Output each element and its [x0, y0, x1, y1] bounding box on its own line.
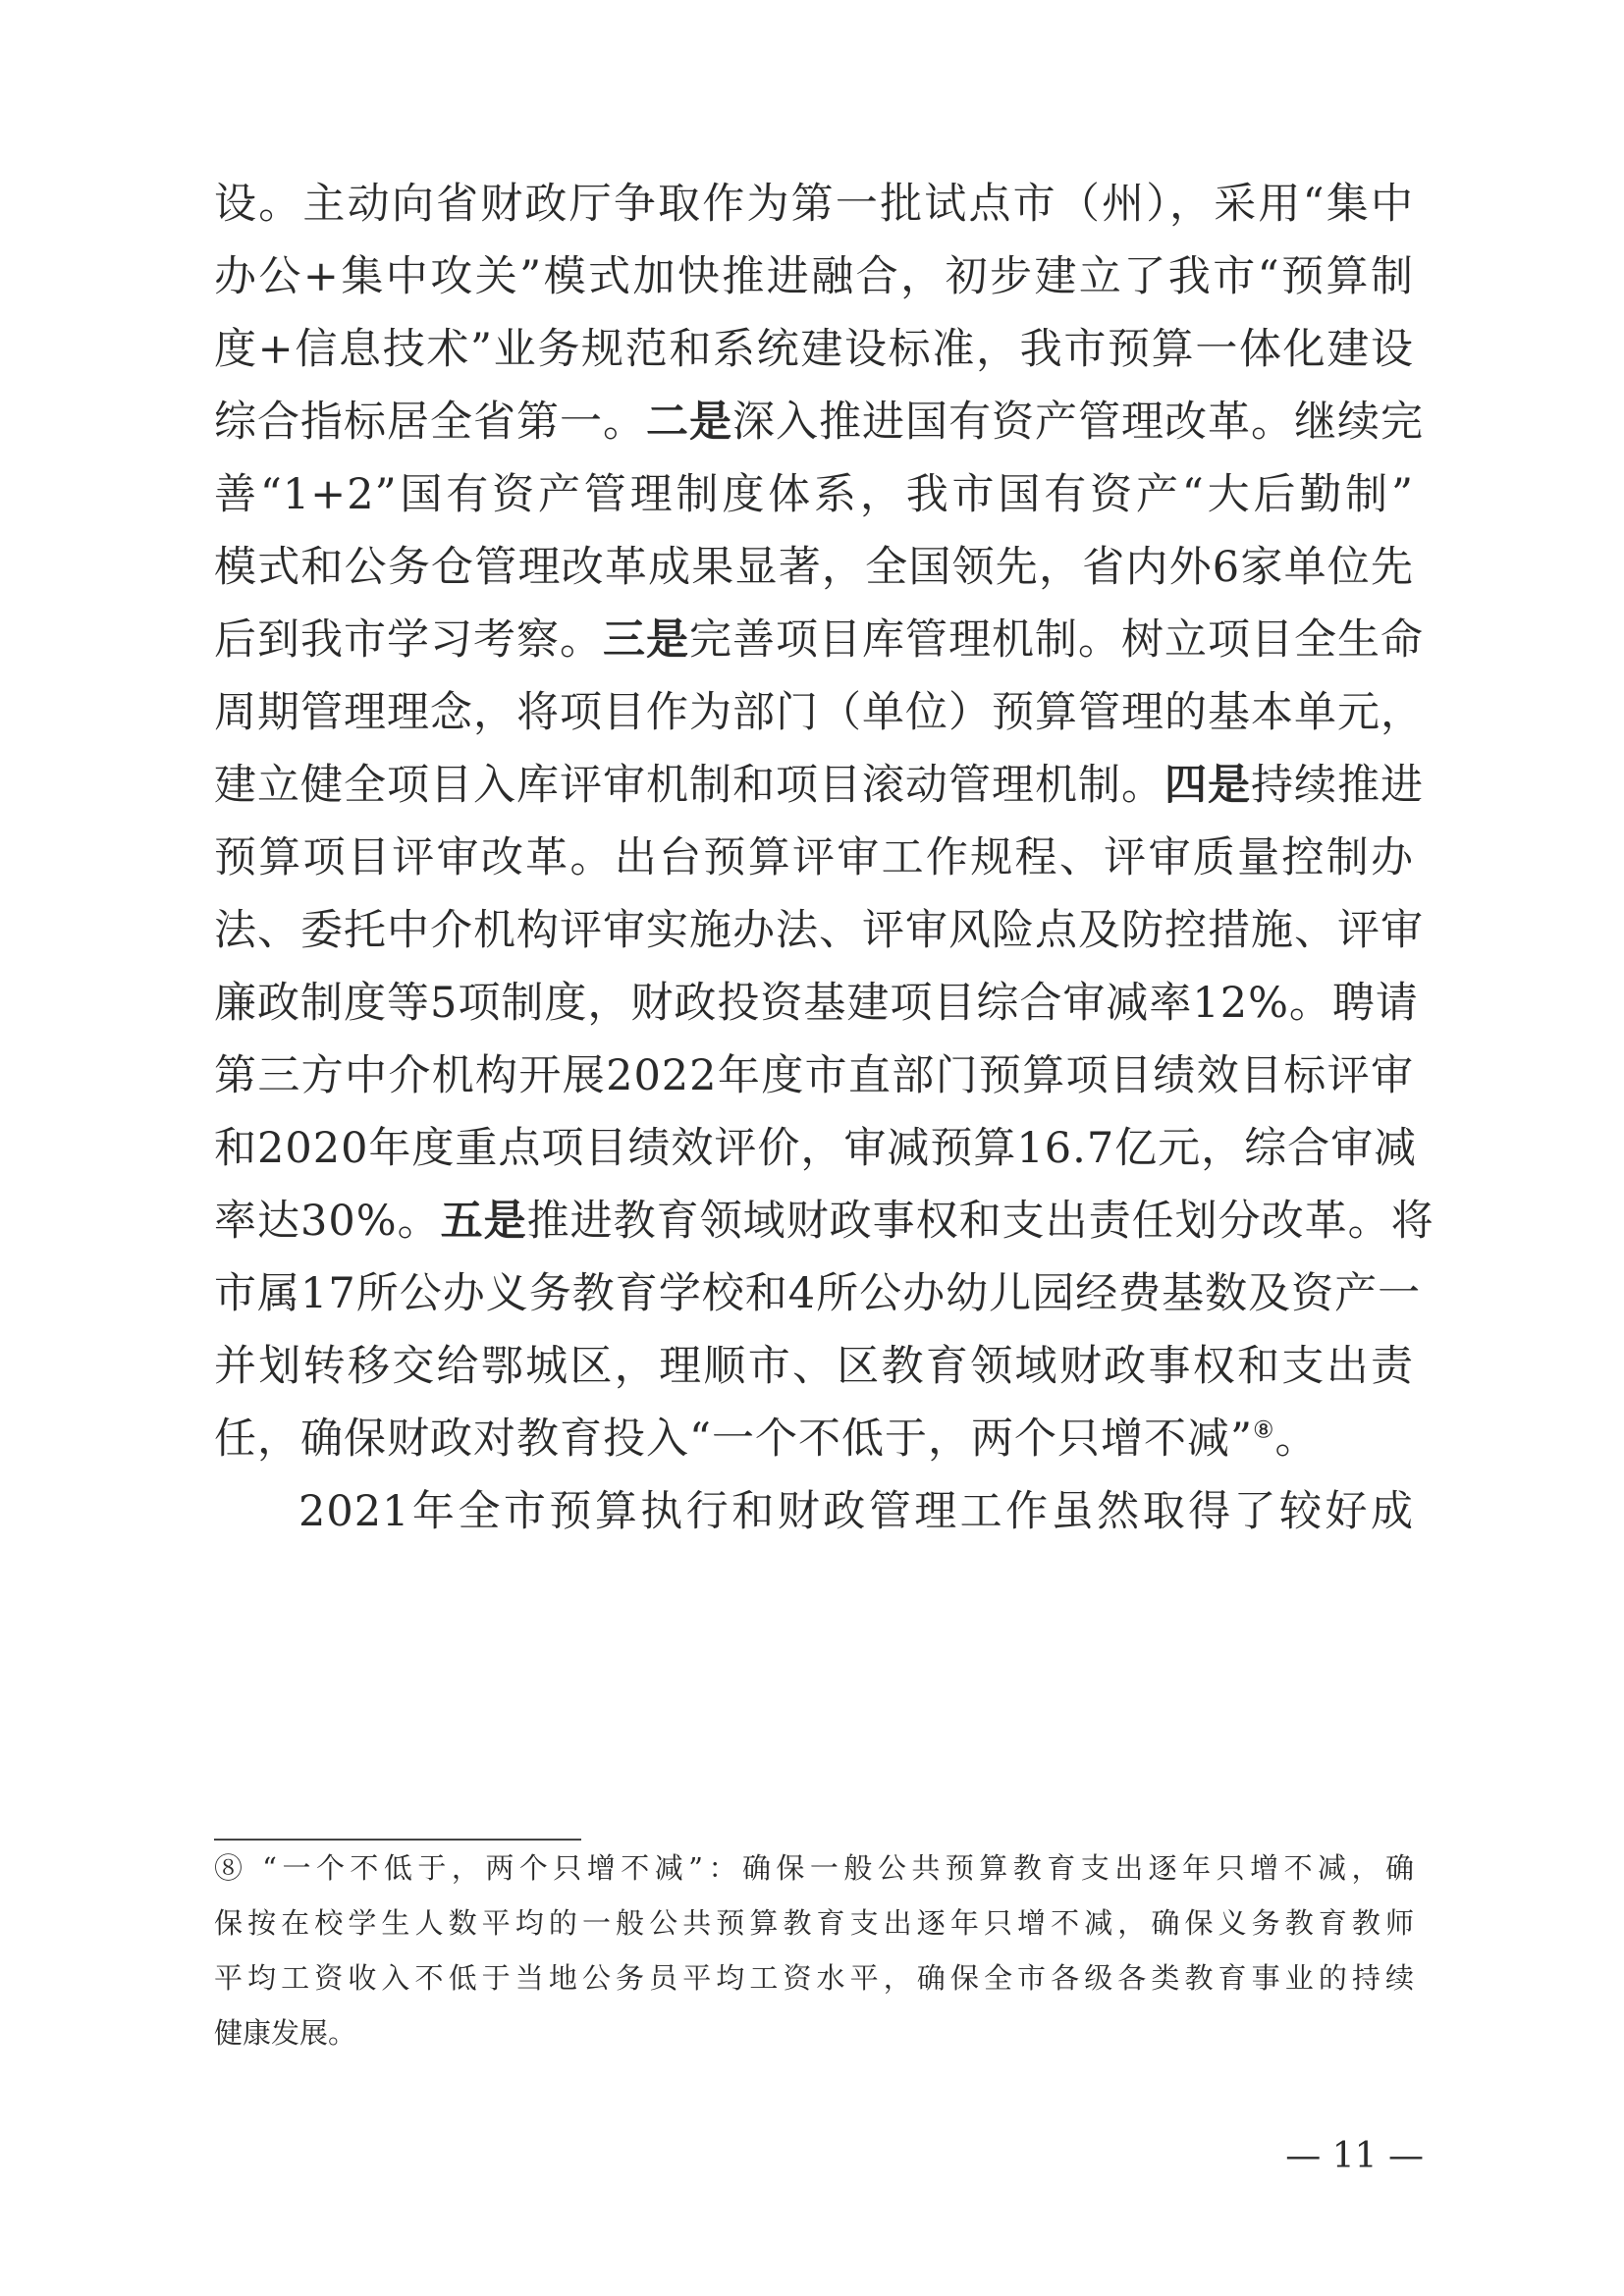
footnote-divider: [214, 1839, 581, 1841]
footnote-line: 保按在校学生人数平均的一般公共预算教育支出逐年只增不减，确保义务教育教师: [214, 1906, 1414, 1940]
page-number: — 11 —: [1285, 2136, 1424, 2176]
body-line: 善“1+2”国有资产管理制度体系，我市国有资产“大后勤制”: [214, 470, 1414, 519]
text-span: 建立健全项目入库评审机制和项目滚动管理机制。: [214, 761, 1164, 810]
body-line: 和2020年度重点项目绩效评价，审减预算16.7亿元，综合审减: [214, 1124, 1418, 1173]
footnote-line: ⑧ “一个不低于，两个只增不减”：确保一般公共预算教育支出逐年只增不减，确: [214, 1851, 1414, 1885]
body-line: 设。主动向省财政厅争取作为第一批试点市（州），采用“集中: [214, 180, 1414, 229]
body-line: 预算项目评审改革。出台预算评审工作规程、评审质量控制办: [214, 833, 1414, 882]
text-span: 持续推进: [1251, 761, 1424, 810]
body-line: 模式和公务仓管理改革成果显著，全国领先，省内外6家单位先: [214, 543, 1414, 592]
body-line: 周期管理理念，将项目作为部门（单位）预算管理的基本单元，: [214, 688, 1424, 737]
text-span: 。: [1274, 1415, 1319, 1464]
text-span: 深入推进国有资产管理改革。继续完: [732, 398, 1424, 447]
footnote-line: 平均工资收入不低于当地公务员平均工资水平，确保全市各级各类教育事业的持续: [214, 1961, 1414, 1995]
footnote-line: 健康发展。: [214, 2016, 357, 2050]
body-line: 度+信息技术”业务规范和系统建设标准，我市预算一体化建设: [214, 325, 1414, 374]
body-line: 第三方中介机构开展2022年度市直部门预算项目绩效目标评审: [214, 1051, 1414, 1100]
item-lead-2: 二是: [646, 398, 732, 447]
item-lead-3: 三是: [603, 615, 689, 665]
body-line: 市属17所公办义务教育学校和4所公办幼儿园经费基数及资产一: [214, 1269, 1422, 1318]
item-lead-5: 五是: [440, 1197, 527, 1246]
text-span: 推进教育领域财政事权和支出责任划分改革。将: [526, 1197, 1435, 1246]
body-line: 廉政制度等5项制度，财政投资基建项目综合审减率12%。聘请: [214, 979, 1419, 1028]
text-span: 综合指标居全省第一。: [214, 398, 646, 447]
text-span: 后到我市学习考察。: [214, 615, 603, 665]
body-line: 法、委托中介机构评审实施办法、评审风险点及防控措施、评审: [214, 906, 1424, 955]
text-span: 任，确保财政对教育投入“一个不低于，两个只增不减”: [214, 1415, 1253, 1464]
text-span: 完善项目库管理机制。树立项目全生命: [689, 615, 1424, 665]
text-span: 率达30%。: [214, 1197, 441, 1246]
item-lead-4: 四是: [1164, 761, 1251, 810]
body-line: 办公+集中攻关”模式加快推进融合，初步建立了我市“预算制: [214, 252, 1414, 301]
footnote-reference: ⑧: [1252, 1415, 1275, 1444]
body-line: 并划转移交给鄂城区，理顺市、区教育领域财政事权和支出责: [214, 1342, 1414, 1391]
body-line: 2021年全市预算执行和财政管理工作虽然取得了较好成: [298, 1487, 1414, 1536]
